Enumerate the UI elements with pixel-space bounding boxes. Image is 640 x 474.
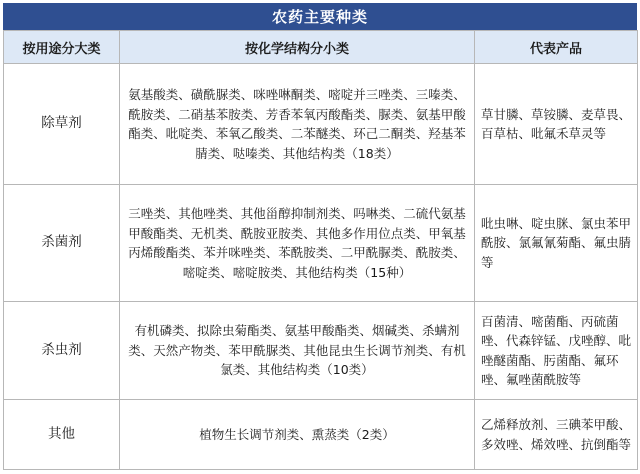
table-row xyxy=(4,400,638,470)
table-row xyxy=(4,64,638,185)
header-row xyxy=(4,31,638,64)
table-row xyxy=(4,185,638,302)
row-subclasses: 有机磷类、拟除虫菊酯类、氨基甲酸酯类、烟碱类、杀螨剂类、天然产物类、苯甲酰脲类、其他昆虫生长调节剂类、有机氯类、其他结构类（10类） xyxy=(120,302,475,400)
row-subclasses: 氨基酸类、磺酰脲类、咪唑啉酮类、嘧啶并三唑类、三嗪类、酰胺类、二硝基苯胺类、芳香苯氧丙酸酯类、脲类、氨基甲酸酯类、吡啶类、苯氧乙酸类、二苯醚类、环己二酮类、羟基苯腈类、哒嗪类、其他结构类（18类） xyxy=(120,64,475,185)
header-category: 按用途分大类 xyxy=(4,31,120,64)
header-products: 代表产品 xyxy=(475,31,638,64)
row-products: 吡虫啉、啶虫脒、氯虫苯甲酰胺、氯氟氰菊酯、氟虫腈等 xyxy=(475,185,638,302)
row-category: 除草剂 xyxy=(4,64,120,185)
row-products: 草甘膦、草铵膦、麦草畏、百草枯、吡氟禾草灵等 xyxy=(475,64,638,185)
row-category: 杀虫剂 xyxy=(4,302,120,400)
pesticide-table xyxy=(3,30,638,470)
row-category: 其他 xyxy=(4,400,120,470)
table-row xyxy=(4,302,638,400)
pesticide-table-figure xyxy=(3,3,637,470)
table-title: 农药主要种类 xyxy=(3,3,637,30)
row-products: 乙烯释放剂、三碘苯甲酸、多效唑、烯效唑、抗倒酯等 xyxy=(475,400,638,470)
header-subclass: 按化学结构分小类 xyxy=(120,31,475,64)
row-subclasses: 三唑类、其他唑类、其他甾醇抑制剂类、吗啉类、二硫代氨基甲酸酯类、无机类、酰胺亚胺类、其他多作用位点类、甲氧基丙烯酸酯类、苯并咪唑类、苯酰胺类、二甲酰脲类、酰胺类、嘧啶类、嘧啶胺类、其他结构类（15种） xyxy=(120,185,475,302)
row-subclasses: 植物生长调节剂类、熏蒸类（2类） xyxy=(120,400,475,470)
row-category: 杀菌剂 xyxy=(4,185,120,302)
row-products: 百菌清、嘧菌酯、丙硫菌唑、代森锌锰、戊唑醇、吡唑醚菌酯、肟菌酯、氟环唑、氟唑菌酰胺等 xyxy=(475,302,638,400)
